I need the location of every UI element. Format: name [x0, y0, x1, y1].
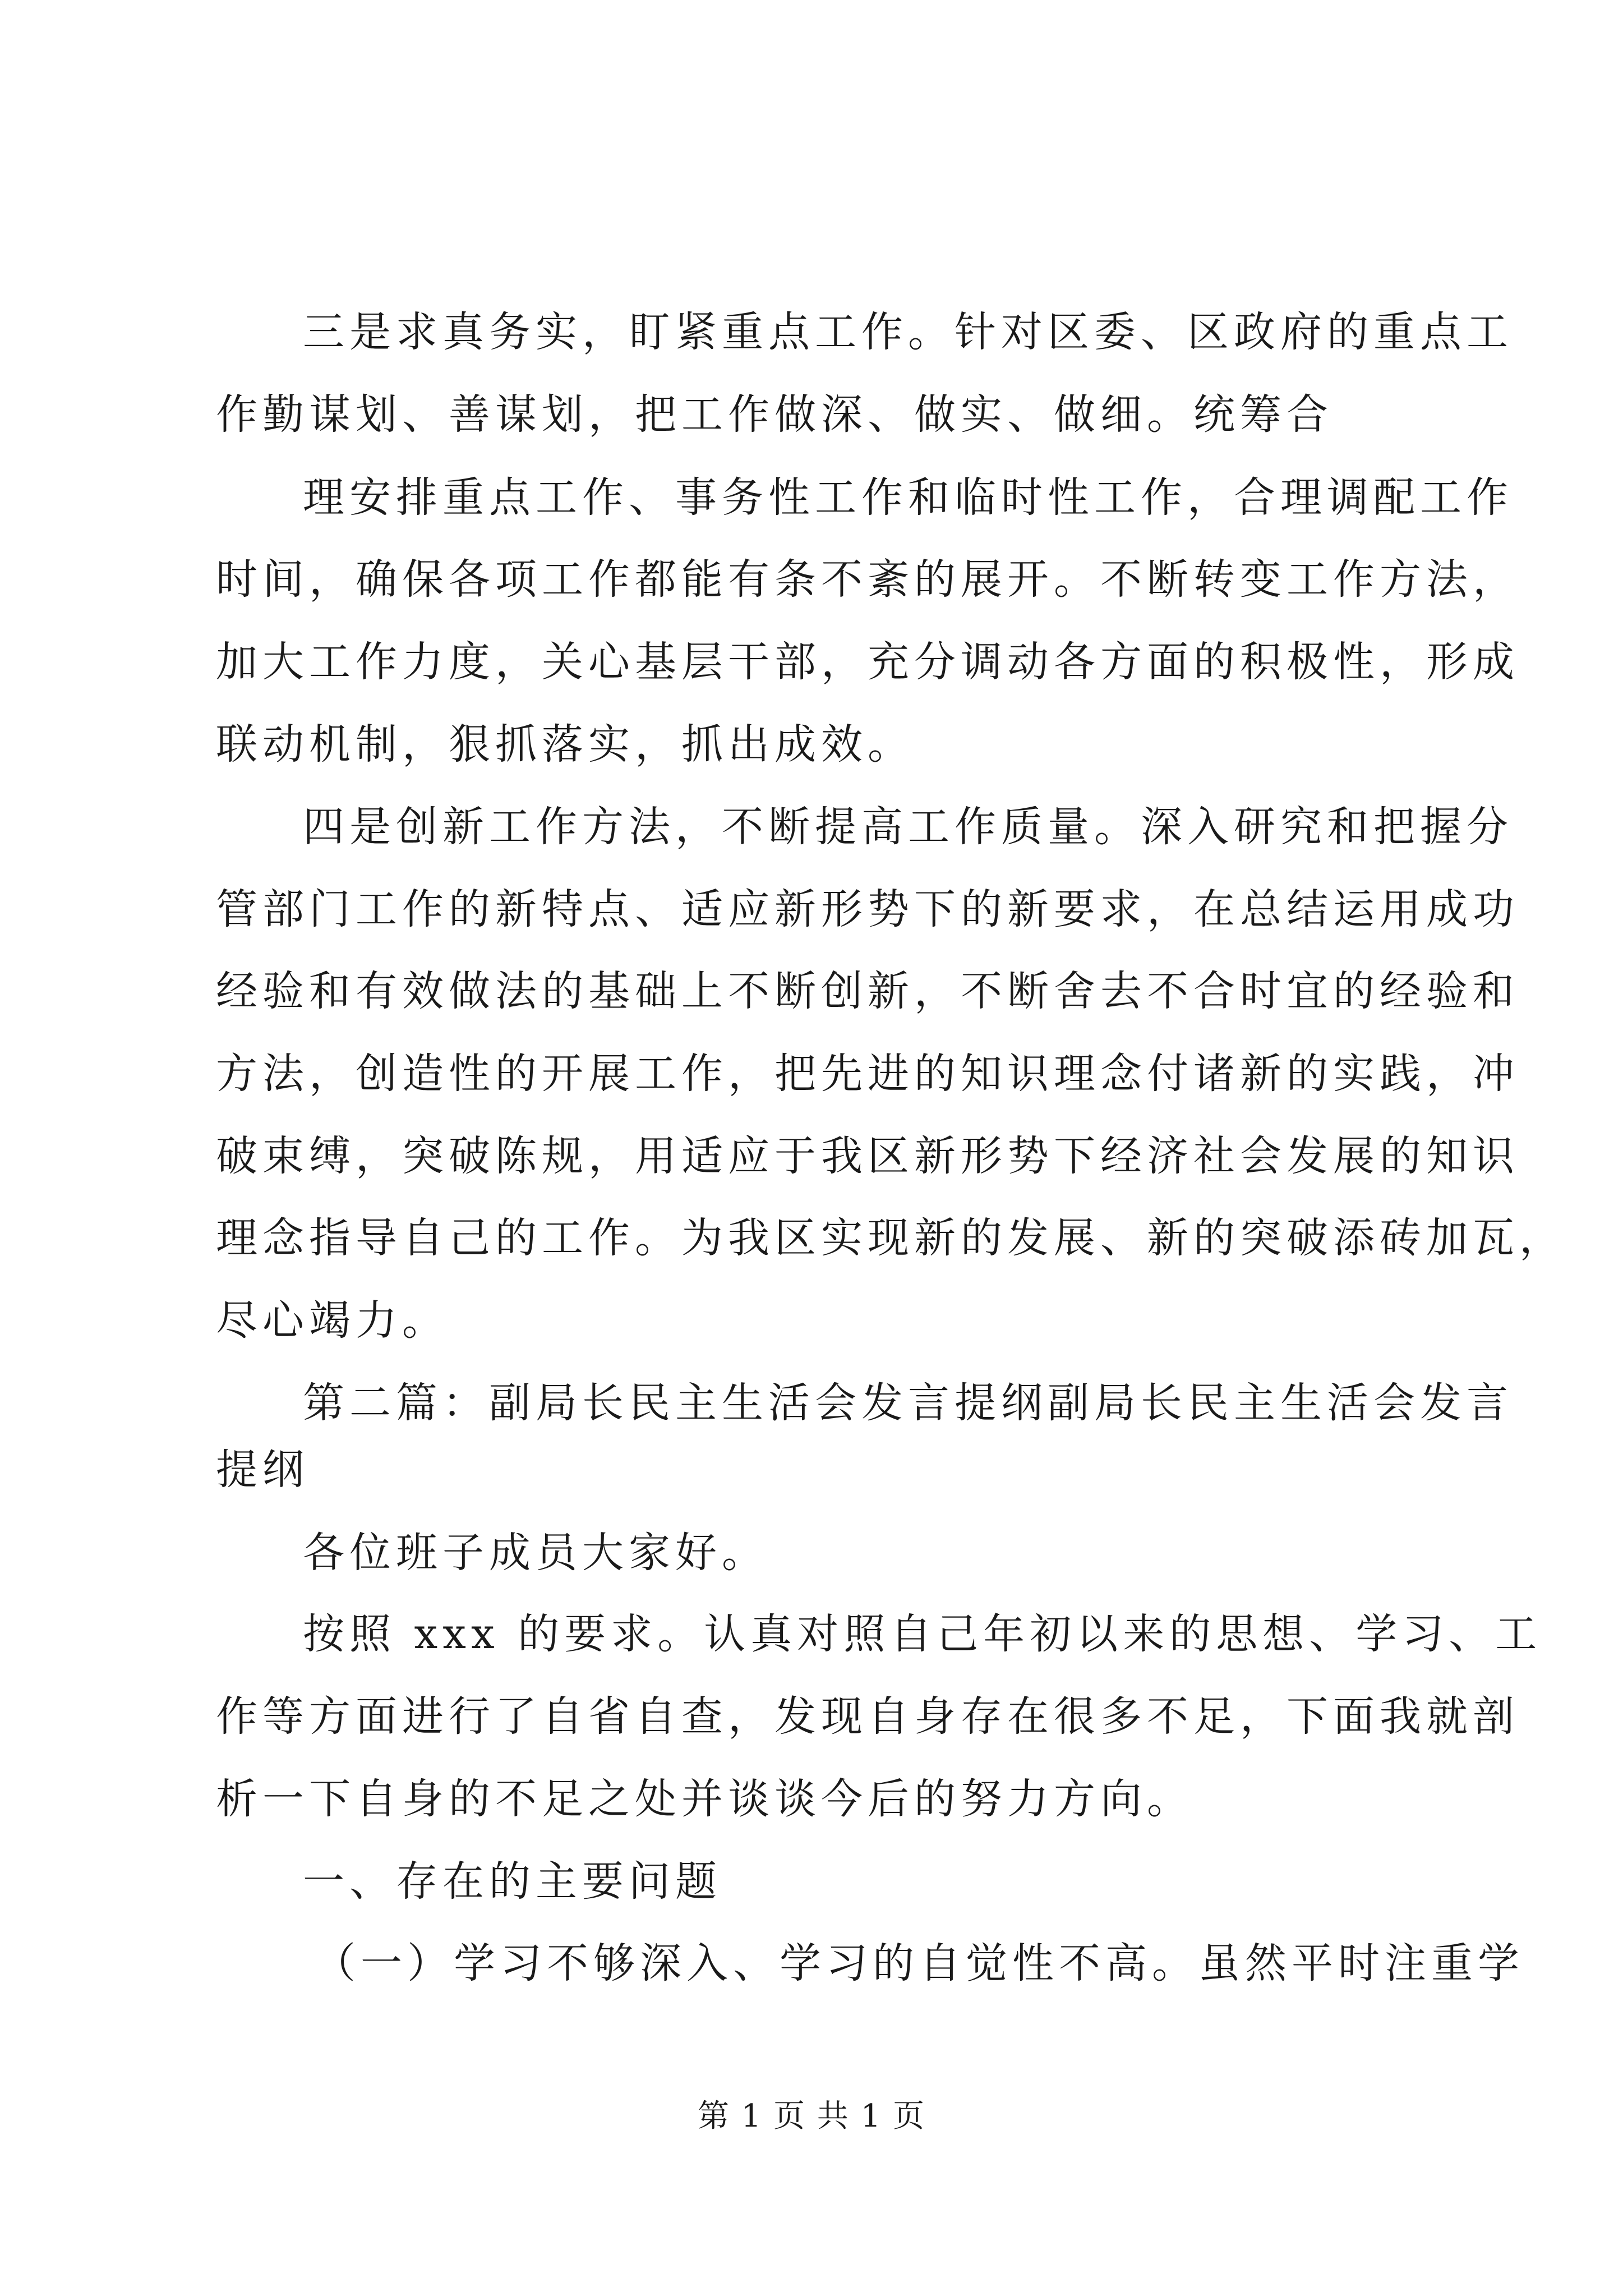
- text-line: 经验和有效做法的基础上不断创新，不断舍去不合时宜的经验和: [216, 967, 1519, 1015]
- text-line: 各位班子成员大家好。: [303, 1529, 768, 1577]
- section-heading: 第二篇：副局长民主生活会发言提纲副局长民主生活会发言: [303, 1379, 1513, 1427]
- text-line: 三是求真务实，盯紧重点工作。针对区委、区政府的重点工: [303, 308, 1513, 356]
- page-number: 第 1 页 共 1 页: [697, 2098, 926, 2134]
- text-line: 作勤谋划、善谋划，把工作做深、做实、做细。统筹合: [216, 390, 1333, 439]
- text-line: （一）学习不够深入、学习的自觉性不高。虽然平时注重学: [314, 1939, 1524, 1987]
- text-line: 加大工作力度，关心基层干部，充分调动各方面的积极性，形成: [216, 638, 1519, 686]
- text-line: 理安排重点工作、事务性工作和临时性工作，合理调配工作: [303, 473, 1513, 522]
- text-line: 理念指导自己的工作。为我区实现新的发展、新的突破添砖加瓦，: [216, 1214, 1566, 1262]
- section-heading: 提纲: [216, 1446, 309, 1494]
- text-line: 四是创新工作方法，不断提高工作质量。深入研究和把握分: [303, 803, 1513, 851]
- text-line: 作等方面进行了自省自查，发现自身存在很多不足，下面我就剖: [216, 1692, 1519, 1741]
- text-line: 联动机制，狠抓落实，抓出成效。: [216, 720, 914, 769]
- text-line: 尽心竭力。: [216, 1296, 449, 1345]
- text-line: 按照 xxx 的要求。认真对照自己年初以来的思想、学习、工: [303, 1610, 1542, 1658]
- subsection-heading: 一、存在的主要问题: [303, 1857, 722, 1906]
- text-line: 析一下自身的不足之处并谈谈今后的努力方向。: [216, 1775, 1193, 1823]
- text-line: 破束缚，突破陈规，用适应于我区新形势下经济社会发展的知识: [216, 1132, 1519, 1180]
- text-line: 方法，创造性的开展工作，把先进的知识理念付诸新的实践，冲: [216, 1050, 1519, 1098]
- text-line: 时间，确保各项工作都能有条不紊的展开。不断转变工作方法，: [216, 555, 1519, 604]
- text-line: 管部门工作的新特点、适应新形势下的新要求，在总结运用成功: [216, 885, 1519, 933]
